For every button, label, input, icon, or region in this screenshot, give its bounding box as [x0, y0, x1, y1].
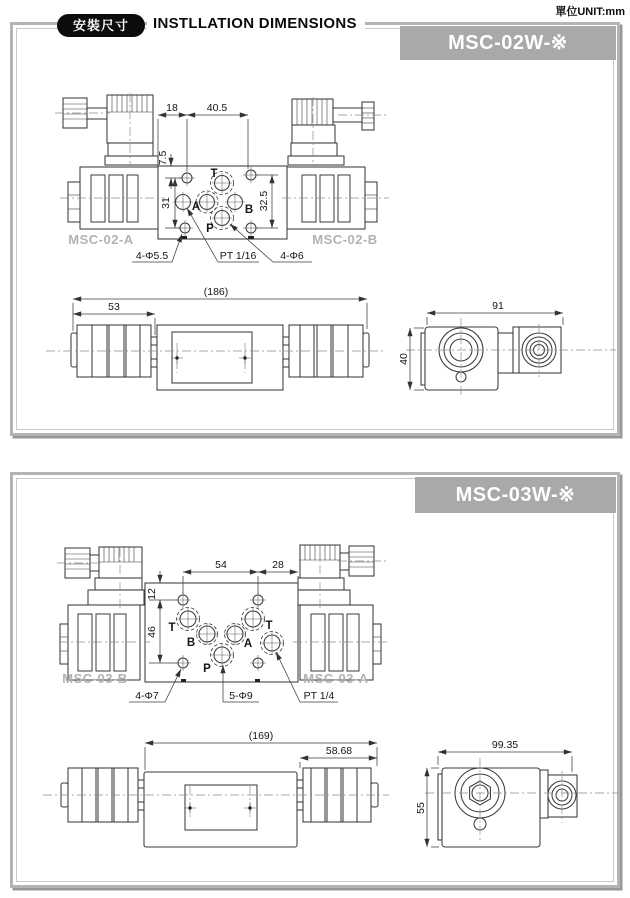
solenoid-b-connector	[65, 547, 144, 605]
port-label-p: P	[206, 223, 214, 235]
note-bolt-holes: 4-Φ5.5	[135, 250, 169, 262]
port-label-a: A	[243, 638, 253, 650]
unit-label: 單位UNIT:mm	[555, 6, 625, 18]
dim-40-5: 40.5	[206, 102, 228, 114]
solenoid-b-connector	[288, 99, 374, 165]
label-msc-02-b: MSC-02-B	[312, 232, 378, 247]
dim-18: 18	[166, 102, 178, 114]
section-badge: 安裝尺寸	[57, 14, 145, 37]
solenoid-a	[300, 605, 381, 680]
note-port-holes: 4-Φ6	[280, 250, 304, 262]
solenoid-b	[60, 605, 140, 680]
port-label-b: B	[244, 204, 254, 216]
note-bolt-holes: 4-Φ7	[135, 690, 159, 702]
model-header-msc02w: MSC-02W-※	[400, 26, 616, 60]
label-msc-03-a: MSC-03-A	[303, 671, 369, 686]
dim-height-55: 55	[415, 802, 427, 814]
port-label-a: A	[191, 201, 201, 213]
dim-32-5: 32.5	[258, 190, 270, 212]
port-label-p: P	[203, 663, 211, 675]
note-thread: PT 1/4	[303, 690, 335, 702]
solenoid-a-connector	[296, 545, 374, 605]
page-title: INSTLLATION DIMENSIONS	[147, 15, 365, 32]
dim-total-186: (186)	[203, 286, 229, 298]
port-label-b: B	[186, 637, 196, 649]
dim-width-99-35: 99.35	[491, 739, 519, 751]
solenoid-a-connector	[63, 95, 158, 165]
port-label-t: T	[210, 168, 218, 180]
label-msc-02-a: MSC-02-A	[68, 232, 134, 247]
port-label-t-left: T	[168, 622, 176, 634]
msc02w-plan-view-drawing	[55, 85, 395, 275]
msc02w-front-view-drawing	[38, 275, 398, 430]
model-header-msc03w: MSC-03W-※	[415, 477, 616, 513]
msc03w-plan-view-drawing	[55, 540, 395, 728]
dim-46: 46	[146, 626, 158, 638]
dim-31: 31	[160, 197, 172, 209]
note-thread: PT 1/16	[219, 250, 257, 262]
dim-solenoid-58-68: 58.68	[325, 745, 353, 757]
msc03w-front-view-drawing	[33, 728, 403, 858]
port-label-t-right: T	[265, 620, 273, 632]
msc02w-side-view-drawing	[398, 280, 624, 430]
dim-54: 54	[215, 559, 227, 571]
dim-7-5: 7.5	[157, 150, 169, 166]
label-msc-03-b: MSC-03-B	[62, 671, 128, 686]
dim-width-91: 91	[492, 300, 504, 312]
valve-body-front	[144, 772, 297, 847]
dim-12: 12	[146, 588, 158, 600]
dimensions	[145, 730, 377, 770]
dim-total-169: (169)	[248, 730, 274, 742]
dim-height-40: 40	[398, 353, 410, 365]
note-port-holes: 5-Φ9	[229, 690, 253, 702]
msc03w-side-view-drawing	[413, 733, 625, 863]
dim-solenoid-53: 53	[108, 301, 120, 313]
dim-28: 28	[272, 559, 284, 571]
